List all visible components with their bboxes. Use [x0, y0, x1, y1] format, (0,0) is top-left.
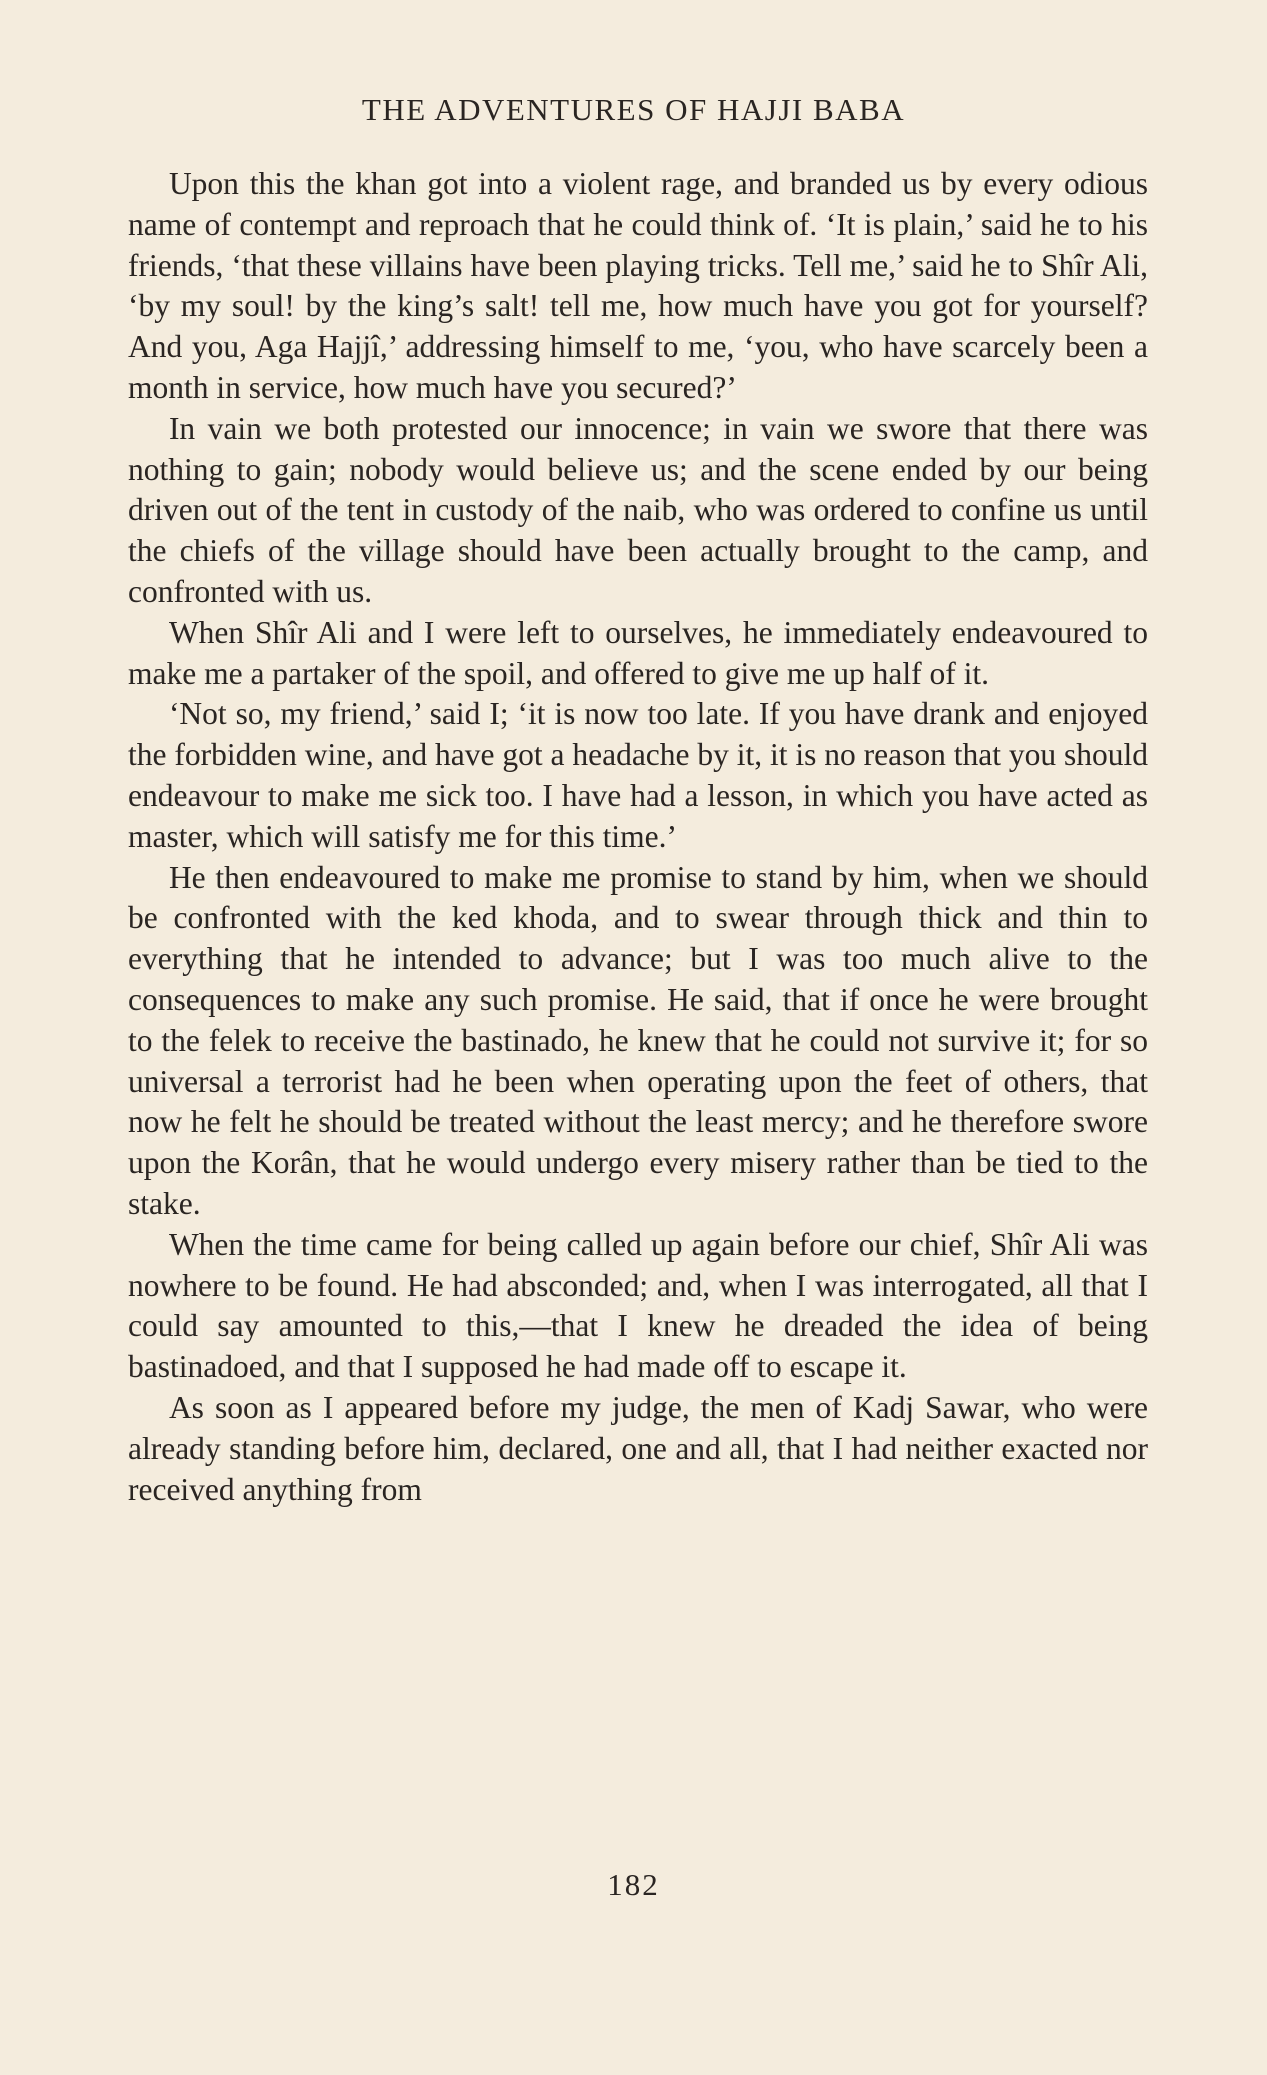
body-text [128, 164, 1148, 1510]
paragraph: As soon as I appeared before my judge, the men of Kadj Sawar, who were already standing before him, declared, one and all, that I had neither exacted nor received anything from [128, 1389, 1148, 1507]
paragraph: In vain we both protested our innocence; in vain we swore that there was nothing to gain; nobody would believe us; and the scene ended by our being driven out of the tent in custody of the naib, who was ordered to confine us until the chiefs of the village should have been actually brought to the camp, and confronted with us. [128, 410, 1148, 609]
paragraph: When Shîr Ali and I were left to ourselves, he immediately endeavoured to make me a partaker of the spoil, and offered to give me up half of it. [128, 614, 1148, 691]
paragraph: He then endeavoured to make me promise to stand by him, when we should be confronted with the ked khoda, and to swear through thick and thin to everything that he intended to advance; but I was too much alive to the consequences to make any such promise. He said, that if once he were brought to the felek to receive the bastinado, he knew that he could not survive it; for so universal a terrorist had he been when operating upon the feet of others, that now he felt he should be treated without the least mercy; and he therefore swore upon the Korân, that he would undergo every misery rather than be tied to the stake. [128, 859, 1148, 1221]
paragraph: When the time came for being called up again before our chief, Shîr Ali was nowhere to be found. He had absconded; and, when I was interrogated, all that I could say amounted to this,—that I knew he dreaded the idea of being bastinadoed, and that I supposed he had made off to escape it. [128, 1226, 1148, 1385]
running-head: THE ADVENTURES OF HAJJI BABA [361, 92, 906, 127]
paragraph: Upon this the khan got into a violent rage, and branded us by every odious name of contempt and reproach that he could think of. ‘It is plain,’ said he to his friends, ‘that these villains have been playing tricks. Tell me,’ said he to Shîr Ali, ‘by my soul! by the king’s salt! tell me, how much have you got for yourself? And you, Aga Hajjî,’ addressing himself to me, ‘you, who have scarcely been a month in service, how much have you secured?’ [128, 166, 1148, 405]
page-number: 182 [607, 1867, 660, 1902]
paragraph: ‘Not so, my friend,’ said I; ‘it is now too late. If you have drank and enjoyed the forbidden wine, and have got a headache by it, it is no reason that you should endeavour to make me sick too. I have had a lesson, in which you have acted as master, which will satisfy me for this time.’ [128, 696, 1148, 854]
